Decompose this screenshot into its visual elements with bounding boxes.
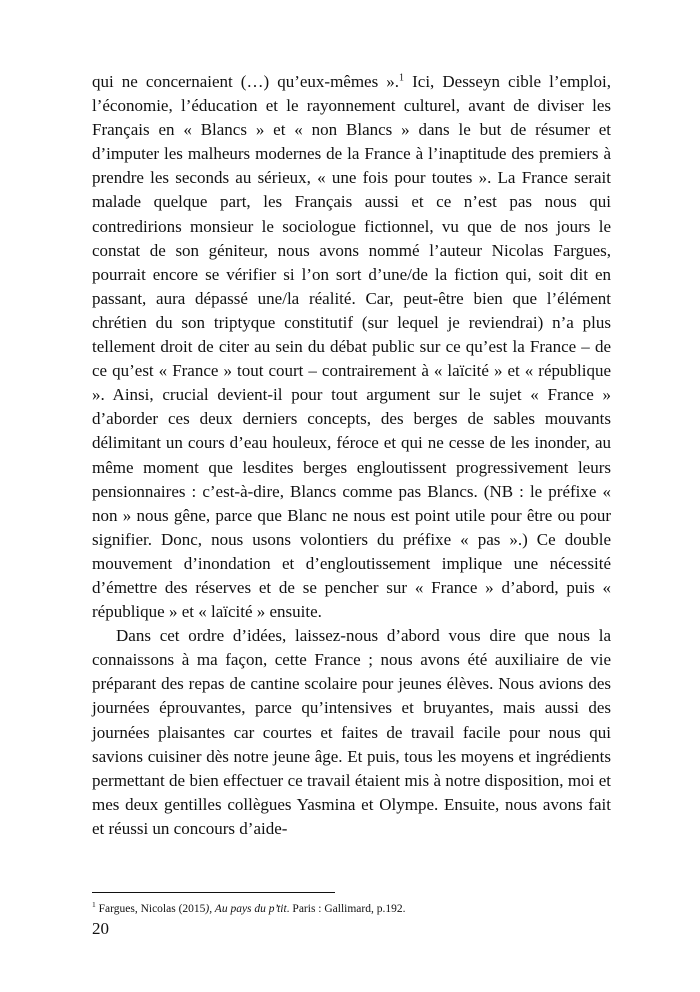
paragraph-1 xyxy=(92,70,611,624)
footnote-divider xyxy=(92,892,335,893)
footnote-number: 1 xyxy=(92,900,96,910)
footnote-title: ), Au pays du p’tit xyxy=(205,903,287,915)
footnote xyxy=(92,902,611,917)
page-number: 20 xyxy=(92,919,109,938)
paragraph-1-text-b: Ici, Desseyn cible l’emploi, l’économie, l’éducation et le rayonnement culturel, avant de diviser les Français en « Blancs » et « non Blancs » dans le but de résumer et d’imputer les malheurs modernes de la France à l’inaptitude des premiers à prendre les seconds au sérieux, « une fois pour toutes ». La France serait malade quelque part, les Français aussi et ce n’est pas nous qui contredirions monsieur le sociologue fictionnel, vu que de nos jours le constat de son géniteur, nous avons nommé l’auteur Nicolas Fargues, pourrait encore se vérifier si l’on sort d’une/de la fiction qui, soit dit en passant, aura dépassé une/la réalité. Car, peut-être bien que l’élément chrétien du son triptyque constitutif (sur lequel je reviendrai) n’a plus tellement droit de citer au sein du débat public sur ce qu’est la France – de ce qu’est « France » tout court – contrairement à « laïcité » et « république ». Ainsi, crucial devient-il pour tout argument sur le sujet « France » d’aborder ces deux derniers concepts, des berges de sables mouvants délimitant un cours d’eau houleux, féroce et qui ne cesse de les inonder, au même moment que lesdites berges engloutissent progressivement leurs pensionnaires : c’est-à-dire, Blancs comme pas Blancs. (NB : le préfixe « non » nous gêne, parce que Blanc ne nous est point utile pour être ou pour signifier. Donc, nous usons volontiers du préfixe « pas ».) Ce double mouvement d’inondation et d’engloutissement implique une nécessité d’émettre des réserves et de se pencher sur « France » d’abord, puis « république » et « laïcité » ensuite. xyxy=(92,72,611,622)
footnote-publisher: . Paris : Gallimard, p.192. xyxy=(286,903,406,915)
paragraph-2: Dans cet ordre d’idées, laissez-nous d’abord vous dire que nous la connaissons à ma façon, cette France ; nous avons été auxiliaire de vie préparant des repas de cantine scolaire pour jeunes élèves. Nous avions des journées éprouvantes, parce qu’intensives et bruyantes, mais aussi des journées plaisantes car courtes et faites de travail facile pour nous qui savions cuisiner dès notre jeune âge. Et puis, tous les moyens et ingrédients permettant de bien effectuer ce travail étaient mis à notre disposition, moi et mes deux gentilles collègues Yasmina et Olympe. Ensuite, nous avons fait et réussi un concours d’aide- xyxy=(92,626,611,838)
page-body xyxy=(92,70,611,841)
footnote-reference[interactable]: 1 xyxy=(399,72,405,84)
paragraph-1-text-a: qui ne concernaient (…) qu’eux-mêmes ». xyxy=(92,72,400,91)
footnote-author: Fargues, Nicolas (2015 xyxy=(95,903,206,915)
